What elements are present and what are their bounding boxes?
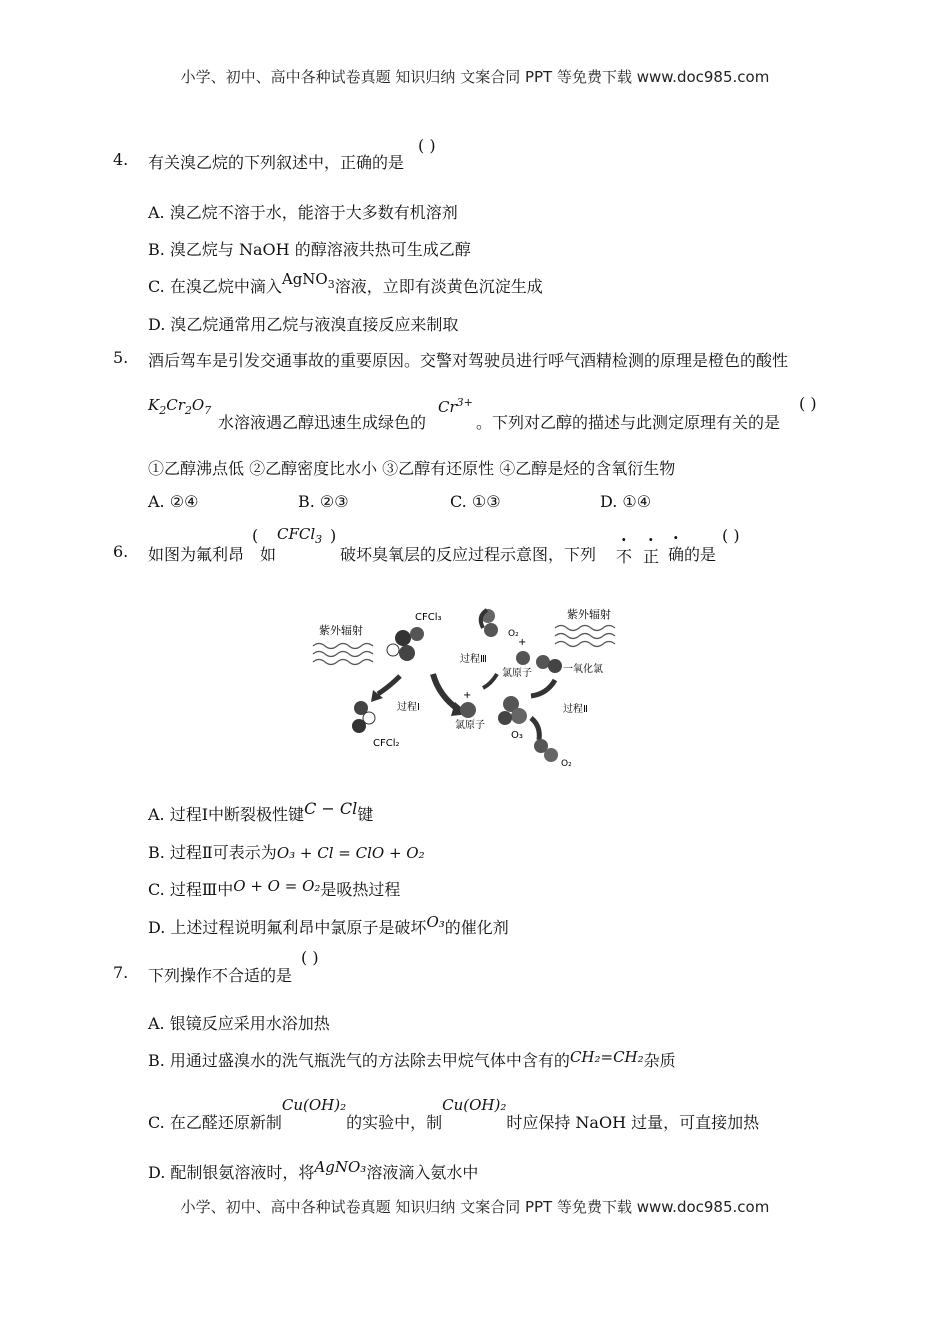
q4-option-c-chem: AgNO$_3$ xyxy=(281,270,335,291)
q5-stem-line1: 酒后驾车是引发交通事故的重要原因。交警对驾驶员进行呼气酒精检测的原理是橙色的酸性 xyxy=(148,351,789,370)
q6-right-paren: ) xyxy=(330,526,337,545)
chlorine-atom-middle xyxy=(460,702,476,718)
chlorine-atom-top xyxy=(516,651,530,665)
o2-bottom-molecule xyxy=(534,739,558,762)
q4-stem: 有关溴乙烷的下列叙述中，正确的是 xyxy=(148,153,405,172)
arrow-process3-up xyxy=(483,674,497,688)
q5-stem-line2: 水溶液遇乙醇迅速生成绿色的 xyxy=(218,413,427,432)
q4-option-c-post: 溶液，立即有淡黄色沉淀生成 xyxy=(334,277,543,296)
arrow-process2-left xyxy=(531,680,555,696)
q4-answer-paren: ( ) xyxy=(418,136,436,155)
q5-statements: ①乙醇沸点低 ②乙醇密度比水小 ③乙醇有还原性 ④乙醇是烃的含氧衍生物 xyxy=(148,459,676,478)
q6-emphasis-not: 不 xyxy=(616,547,633,566)
q4-option-d: D. 溴乙烷通常用乙烷与液溴直接反应来制取 xyxy=(148,315,459,334)
arrow-process2-down xyxy=(531,718,539,740)
q5-stem-line3: 。下列对乙醇的描述与此测定原理有关的是 xyxy=(476,413,781,432)
process2-label: 过程Ⅱ xyxy=(563,704,588,715)
chlorine-label-top: 氯原子 xyxy=(502,668,532,679)
q4-option-c-pre: C. 在溴乙烷中滴入 xyxy=(148,277,282,296)
q6-stem-part2: 破坏臭氧层的反应过程示意图，下列 xyxy=(340,545,597,564)
q5-option-c: C. ①③ xyxy=(450,492,501,511)
q5-option-d: D. ①④ xyxy=(600,492,652,511)
q6-option-d: D. 上述过程说明氟利昂中氯原子是破坏O₃的催化剂 xyxy=(148,913,509,937)
q6-answer-paren: ( ) xyxy=(722,526,740,545)
cfcl3-molecule xyxy=(387,627,424,661)
q7-option-a: A. 银镜反应采用水浴加热 xyxy=(148,1014,330,1033)
page-footer: 小学、初中、高中各种试卷真题 知识归纳 文案合同 PPT 等免费下载 www.doc985.com xyxy=(180,1198,770,1216)
q6-option-c: C. 过程Ⅲ中O + O = O₂是吸热过程 xyxy=(148,877,401,899)
process1-label: 过程Ⅰ xyxy=(397,702,420,713)
q5-dichromate-formula: $K_2Cr_2O_7$ xyxy=(148,396,212,417)
uv-label-left: 紫外辐射 xyxy=(319,624,363,637)
q7-stem: 下列操作不合适的是 xyxy=(148,966,293,985)
q4-number: 4. xyxy=(113,150,129,169)
o2-top-label: O₂ xyxy=(508,629,519,639)
chlorine-label-middle: 氯原子 xyxy=(455,720,485,731)
cfcl2-label: CFCl₂ xyxy=(373,738,400,749)
q7-option-b: B. 用通过盛溴水的洗气瓶洗气的方法除去甲烷气体中含有的CH₂=CH₂杂质 xyxy=(148,1048,676,1070)
q5-answer-paren: ( ) xyxy=(799,394,817,413)
q4-option-c xyxy=(148,270,543,299)
clo-label: 一氧化氯 xyxy=(563,664,603,675)
q4-option-a: A. 溴乙烷不溶于水，能溶于大多数有机溶剂 xyxy=(148,203,458,222)
q5-option-a: A. ②④ xyxy=(148,492,199,511)
page-header: 小学、初中、高中各种试卷真题 知识归纳 文案合同 PPT 等免费下载 www.doc985.com xyxy=(180,68,770,86)
q7-option-d: D. 配制银氨溶液时，将AgNO₃溶液滴入氨水中 xyxy=(148,1158,479,1182)
o3-molecule xyxy=(498,696,527,725)
q7-number: 7. xyxy=(113,963,129,982)
plus-sign-top: + xyxy=(518,637,527,648)
q6-stem-part1: 如图为氟利昂 xyxy=(148,545,245,564)
ozone-depletion-diagram xyxy=(305,598,625,773)
q6-emphasis-correct: 正 xyxy=(643,547,660,566)
q6-number: 6. xyxy=(113,542,129,561)
q6-left-paren: ( xyxy=(252,526,259,545)
q6-emphasis-que: 确的是 xyxy=(668,545,717,564)
cfcl3-label: CFCl₃ xyxy=(415,612,442,623)
cfcl2-molecule xyxy=(352,701,375,733)
q7-option-c: C. 在乙醛还原新制Cu(OH)₂的实验中，制Cu(OH)₂时应保持 NaOH 过量，可直接加热 xyxy=(148,1096,760,1132)
o2-bottom-label: O₂ xyxy=(561,759,572,769)
q5-chromium-ion: $Cr^{3+}$ xyxy=(438,396,473,416)
q6-cfcl3-formula: CFCl$_3$ xyxy=(277,525,323,546)
q6-ru: 如 xyxy=(260,545,277,564)
uv-label-right: 紫外辐射 xyxy=(567,608,611,621)
plus-sign-middle: + xyxy=(463,690,472,701)
o3-label: O₃ xyxy=(511,730,523,741)
uv-waves-left xyxy=(313,644,373,665)
process3-label: 过程Ⅲ xyxy=(460,654,487,665)
arrow-process1-left xyxy=(378,676,400,694)
q6-option-b: B. 过程Ⅱ可表示为O₃ + Cl = ClO + O₂ xyxy=(148,843,425,862)
q4-option-b: B. 溴乙烷与 NaOH 的醇溶液共热可生成乙醇 xyxy=(148,240,471,259)
uv-waves-right xyxy=(555,626,615,647)
q5-number: 5. xyxy=(113,348,129,367)
q6-option-a: A. 过程Ⅰ中断裂极性键C − Cl键 xyxy=(148,799,374,824)
q5-option-b: B. ②③ xyxy=(298,492,349,511)
q7-answer-paren: ( ) xyxy=(301,948,319,967)
clo-molecule xyxy=(536,655,562,673)
